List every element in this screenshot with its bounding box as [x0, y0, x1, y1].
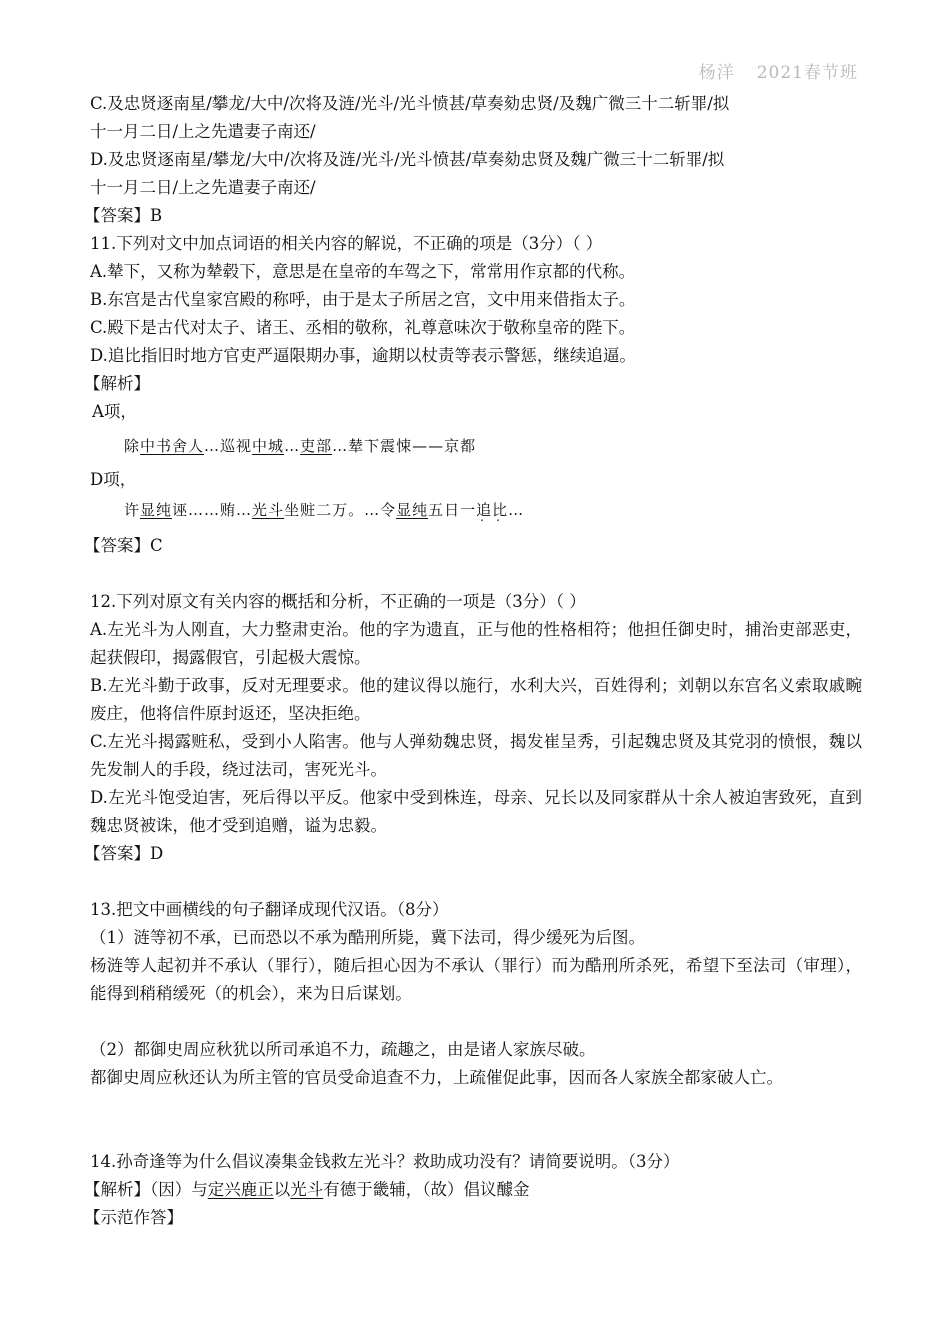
quote-text: … — [332, 437, 349, 455]
analysis-underlined: 光斗 — [290, 1180, 324, 1199]
q14-model-answer-label: 【示范作答】 — [84, 1208, 183, 1227]
quote-underlined: 光斗 — [252, 501, 285, 519]
q12-option-a: A.左光斗为人刚直，大力整肃吏治。他的字为遗直，正与他的性格相符；他担任御史时，捕治吏部恶吏，起获假印，揭露假官，引起极大震惊。 — [90, 620, 862, 667]
quote-underlined: 显纯 — [140, 501, 173, 519]
quote-dotted-word: 比 — [492, 501, 509, 519]
quote-underlined: 中书舍人 — [140, 437, 205, 455]
q10-option-d-line1: D.及忠贤逐南星/攀龙/大中/次将及涟/光斗/光斗愤甚/草奏劾忠贤及魏广微三十二斩罪/拟 — [90, 150, 725, 169]
quote-dotted-word: 辇 — [348, 437, 365, 455]
quote-text: 诬……贿… — [172, 501, 253, 519]
analysis-text: 有德于畿辅，（故）倡议醵金 — [323, 1180, 530, 1199]
q11-option-c: C.殿下是古代对太子、诸王、丞相的敬称，礼尊意味次于敬称皇帝的陛下。 — [90, 318, 636, 337]
quote-text: 许 — [124, 501, 141, 519]
q13-stem: 13.把文中画横线的句子翻译成现代汉语。（8分） — [90, 900, 449, 919]
quote-underlined: 显纯 — [396, 501, 429, 519]
q12-answer: 【答案】D — [84, 844, 164, 863]
q13-translation-2: 都御史周应秋还认为所主管的官员受命追查不力，上疏催促此事，因而各人家族全都家破人亡。 — [90, 1068, 783, 1087]
q13-sentence-1: （1）涟等初不承，已而恐以不承为酷刑所毙，冀下法司，得少缓死为后图。 — [90, 928, 645, 947]
q14-analysis — [84, 1176, 862, 1204]
quote-underlined: 中城 — [252, 437, 285, 455]
teacher-name: 杨洋 — [698, 63, 735, 83]
q11-stem: 11.下列对文中加点词语的相关内容的解说，不正确的项是（3分）（ ） — [90, 234, 603, 253]
q11-d-quote — [124, 494, 862, 526]
quote-text: 坐赃二万。…令 — [284, 501, 397, 519]
analysis-text: 以 — [273, 1180, 291, 1199]
q12-option-c: C.左光斗揭露赃私，受到小人陷害。他与人弹劾魏忠贤，揭发崔呈秀，引起魏忠贤及其党羽的愤恨，魏以先发制人的手段，绕过法司，害死光斗。 — [90, 732, 862, 779]
q11-a-quote — [124, 430, 862, 462]
q11-option-b: B.东宫是古代皇家宫殿的称呼，由于是太子所居之宫，文中用来借指太子。 — [90, 290, 636, 309]
q11-answer: 【答案】C — [84, 536, 163, 555]
quote-text: …巡视 — [204, 437, 253, 455]
q11-analysis-label: 【解析】 — [84, 374, 150, 393]
quote-text: … — [284, 437, 301, 455]
analysis-text: （因）与 — [150, 1180, 208, 1199]
q10-answer: 【答案】B — [84, 206, 163, 225]
document-body — [84, 90, 862, 1232]
q10-option-d-line2: 十一月二日/上之先遣妻子南还/ — [90, 178, 316, 197]
analysis-label: 【解析】 — [84, 1180, 150, 1199]
q11-a-label: A项， — [92, 402, 137, 421]
q13-translation-1: 杨涟等人起初并不承认（罪行），随后担心因为不承认（罪行）而为酷刑所杀死，希望下至法司（审理），能得到稍稍缓死（的机会），来为日后谋划。 — [90, 956, 862, 1003]
q10-option-c-line1: C.及忠贤逐南星/攀龙/大中/次将及涟/光斗/光斗愤甚/草奏劾忠贤/及魏广微三十二斩罪/拟 — [90, 94, 730, 113]
q11-d-label: D项， — [90, 470, 137, 489]
quote-text: 五日一 — [428, 501, 477, 519]
quote-text: … — [508, 501, 525, 519]
q12-option-d: D.左光斗饱受迫害，死后得以平反。他家中受到株连，母亲、兄长以及同家群从十余人被迫害致死，直到魏忠贤被诛，他才受到追赠，谥为忠毅。 — [90, 788, 862, 835]
q14-stem: 14.孙奇逢等为什么倡议凑集金钱救左光斗？救助成功没有？请简要说明。（3分） — [90, 1152, 680, 1171]
course-name: 2021春节班 — [756, 63, 858, 83]
q11-option-a: A.辇下，又称为辇毂下，意思是在皇帝的车驾之下，常常用作京都的代称。 — [90, 262, 636, 281]
quote-dotted-word: 下 — [364, 437, 381, 455]
q12-option-b: B.左光斗勤于政事，反对无理要求。他的建议得以施行，水利大兴，百姓得利；刘朝以东宫名义索取戚畹废庄，他将信件原封返还，坚决拒绝。 — [90, 676, 862, 723]
q11-option-d: D.追比指旧时地方官吏严逼限期办事，逾期以杖责等表示警惩，继续追逼。 — [90, 346, 636, 365]
analysis-underlined: 定兴鹿正 — [207, 1180, 274, 1199]
page-header — [699, 58, 858, 83]
quote-text: 震悚——京都 — [380, 437, 477, 455]
q12-stem: 12.下列对原文有关内容的概括和分析，不正确的一项是（3分）（ ） — [90, 592, 586, 611]
q10-option-c-line2: 十一月二日/上之先遣妻子南还/ — [90, 122, 316, 141]
q13-sentence-2: （2）都御史周应秋犹以所司承追不力，疏趣之，由是诸人家族尽破。 — [90, 1040, 596, 1059]
quote-text: 除 — [124, 437, 141, 455]
quote-dotted-word: 追 — [476, 501, 493, 519]
quote-underlined: 吏部 — [300, 437, 333, 455]
